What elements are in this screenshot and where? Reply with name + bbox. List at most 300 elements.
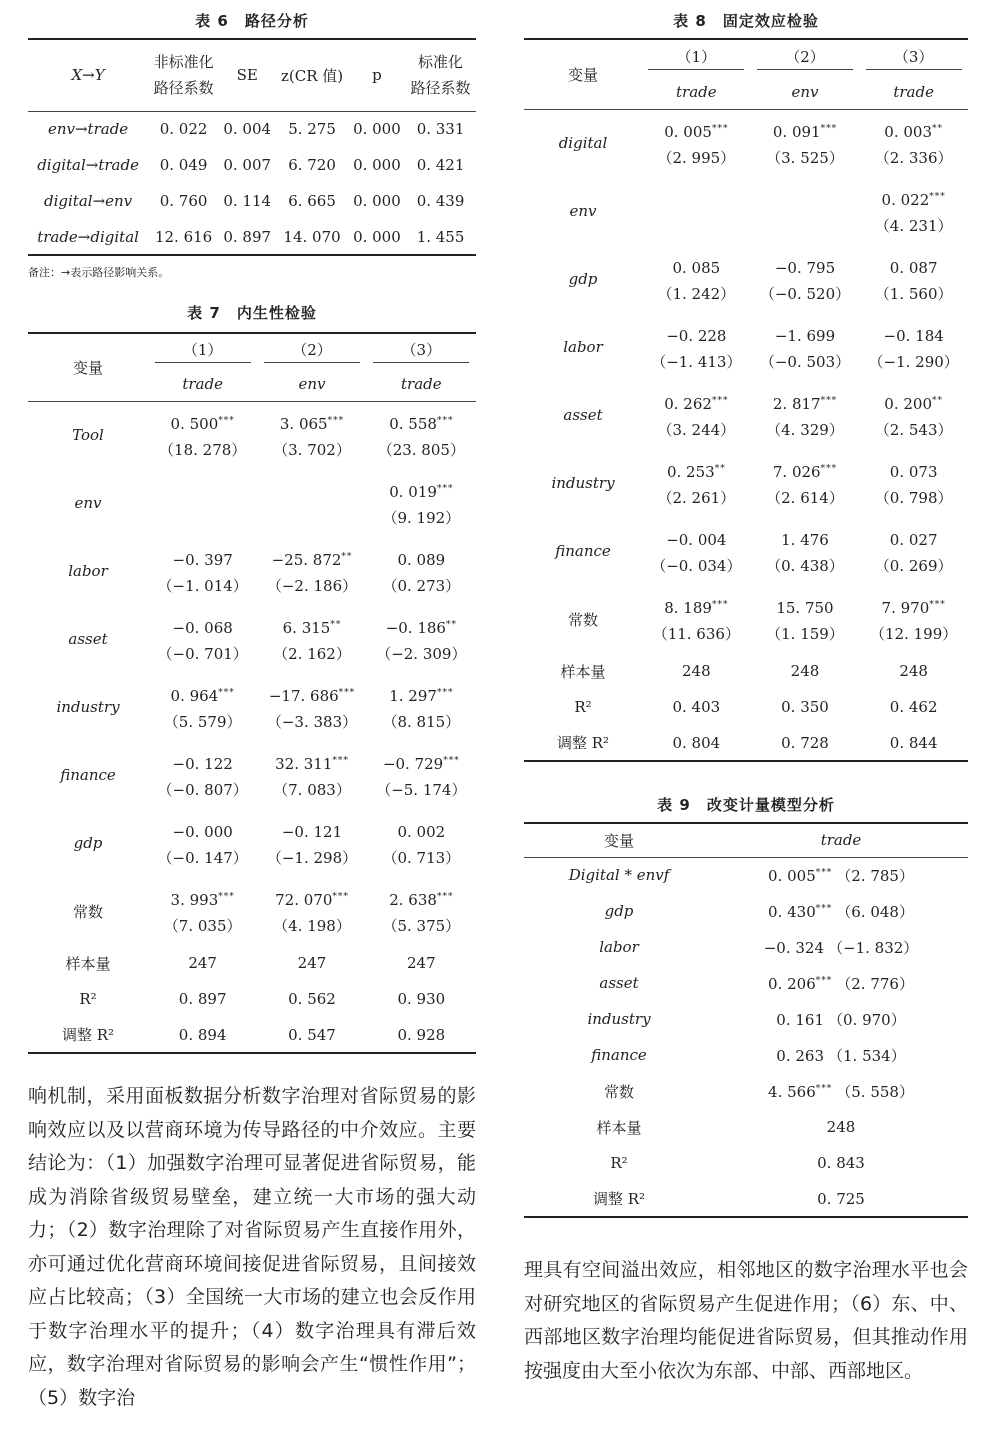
table8-cell xyxy=(751,381,860,449)
table9-stat: 0. 725 xyxy=(817,1189,865,1208)
table8-coef: 0. 262*** xyxy=(664,394,729,413)
table7-tstat: （−5. 174） xyxy=(376,780,467,799)
table7-cell xyxy=(367,537,476,605)
table8-tstat: （−1. 290） xyxy=(868,352,959,371)
table7-significance: *** xyxy=(443,755,460,766)
table7-coef: 6. 315** xyxy=(282,618,342,637)
table7-coef: 1. 297*** xyxy=(389,686,454,705)
table7-coef: 0. 500*** xyxy=(170,414,235,433)
table8-cell xyxy=(751,177,860,245)
table8-cell xyxy=(642,313,751,381)
table7-cell xyxy=(367,741,476,809)
table7-significance: *** xyxy=(436,687,454,698)
table8-significance: *** xyxy=(711,123,729,134)
table6-cell: 0. 000 xyxy=(353,120,401,139)
table9-row xyxy=(524,1073,968,1109)
table7-significance: *** xyxy=(327,415,345,426)
table6-cell: 5. 275 xyxy=(288,120,336,139)
table8-col-dep: trade xyxy=(893,82,934,101)
table9-cell: 0. 206*** （2. 776） xyxy=(768,974,914,993)
table7-tstat: （7. 035） xyxy=(163,916,242,935)
table9-cell: 0. 430*** （6. 048） xyxy=(768,902,914,921)
table8-cell xyxy=(751,313,860,381)
table9 xyxy=(524,822,968,1218)
table6-cell: 12. 616 xyxy=(154,227,213,246)
table8-stat: 0. 728 xyxy=(781,733,829,752)
table9-stat: 样本量 xyxy=(596,1118,642,1137)
table7-cell xyxy=(257,605,366,673)
table6-path: env→trade xyxy=(47,120,129,139)
table9-stat: 0. 843 xyxy=(817,1154,865,1172)
table8-stat: R² xyxy=(574,698,592,716)
table9-cell: 0. 161 （0. 970） xyxy=(776,1010,906,1029)
table8-significance: ** xyxy=(714,463,726,474)
table7-coef: −17. 686*** xyxy=(268,686,356,705)
table7-coef: −0. 186** xyxy=(385,618,457,637)
table9-row xyxy=(524,929,968,965)
table7-cell xyxy=(257,401,366,469)
table7-cell xyxy=(148,537,257,605)
table9-significance: *** xyxy=(815,1083,833,1094)
table7-significance: *** xyxy=(338,687,356,698)
table8-cell xyxy=(859,449,968,517)
table7 xyxy=(28,332,476,1054)
table9-significance: *** xyxy=(815,903,833,914)
table8-coef: 1. 476 xyxy=(781,530,829,549)
table6-row xyxy=(28,147,476,183)
table7-cell xyxy=(367,401,476,469)
table7-significance: *** xyxy=(332,891,349,902)
table7-cell xyxy=(257,741,366,809)
table7-cell xyxy=(257,673,366,741)
table7-tstat: （23. 805） xyxy=(377,440,465,459)
table7-coef: 2. 638*** xyxy=(389,890,454,909)
table8-cell xyxy=(859,245,968,313)
table8-coef: 7. 970*** xyxy=(881,598,946,617)
table6-path: trade→digital xyxy=(37,227,139,246)
table7-tstat: （−0. 147） xyxy=(157,848,248,867)
table7-var: 常数 xyxy=(72,902,103,921)
table7-coef: 0. 089 xyxy=(397,550,446,569)
table6-cell: 0. 000 xyxy=(353,156,401,174)
table9-row xyxy=(524,893,968,929)
table7-stat: 0. 547 xyxy=(288,1025,336,1044)
table8-tstat: （4. 329） xyxy=(766,420,844,439)
table7-tstat: （−1. 014） xyxy=(157,576,248,595)
table9-var: industry xyxy=(587,1010,651,1028)
table6-cell: 0. 439 xyxy=(416,192,465,210)
table8-tstat: （0. 438） xyxy=(766,556,844,575)
table8-coef: 7. 026*** xyxy=(772,462,838,481)
table8-coef: 0. 085 xyxy=(672,258,721,277)
table8-stat: 调整 R² xyxy=(556,734,610,752)
table8-var-header: 变量 xyxy=(524,39,642,109)
table8-var: digital xyxy=(558,134,608,153)
table7-var-header: 变量 xyxy=(28,333,148,401)
table7-stat: 247 xyxy=(297,954,327,972)
table7-tstat: （5. 375） xyxy=(382,916,461,935)
table6-note: 备注：→表示路径影响关系。 xyxy=(28,266,170,279)
table8-coef: −0. 004 xyxy=(666,530,727,549)
table6-cell: 14. 070 xyxy=(283,227,341,246)
table8-cell xyxy=(859,381,968,449)
table7-col-dep: env xyxy=(298,374,326,393)
table6-title: 表 6 路径分析 xyxy=(195,12,309,30)
table9-row xyxy=(524,1001,968,1037)
table9-tstat: （2. 776） xyxy=(836,974,914,993)
table9-header: trade xyxy=(820,831,862,850)
table8-cell xyxy=(642,381,751,449)
table7-cell xyxy=(148,673,257,741)
table8-tstat: （2. 995） xyxy=(657,148,736,167)
table8-tstat: （3. 244） xyxy=(657,420,736,439)
table7-col-num: （1） xyxy=(148,333,257,367)
table6-header: 标准化 路径系数 xyxy=(410,53,471,98)
table8-significance: *** xyxy=(711,599,729,610)
table7-cell xyxy=(367,605,476,673)
table8-cell xyxy=(751,449,860,517)
table7-coef: 72. 070*** xyxy=(275,890,349,909)
table6-cell: 0. 331 xyxy=(416,120,465,139)
table7-row xyxy=(28,877,476,945)
table9-title: 表 9 改变计量模型分析 xyxy=(657,796,835,814)
table8-col-num: （2） xyxy=(751,39,860,75)
table6-header: p xyxy=(372,66,382,85)
table9-var: finance xyxy=(591,1046,647,1064)
table8-cell xyxy=(642,109,751,177)
table6-row xyxy=(28,111,476,147)
table7-cell xyxy=(148,877,257,945)
table7-significance: *** xyxy=(436,891,454,902)
table8-row xyxy=(524,585,968,653)
table6-header: X→Y xyxy=(71,66,105,85)
table7-cell xyxy=(148,741,257,809)
table8-stat: 样本量 xyxy=(560,662,606,681)
left-paragraph: 响机制，采用面板数据分析数字治理对省际贸易的影响效应以及以营商环境为传导路径的中介效应。主要结论为：（1）加强数字治理可显著促进省际贸易，能成为消除省级贸易壁垒，建立统一大市场的强大动力；（2）数字治理除了对省际贸易产生直接作用外，亦可通过优化营商环境间接促进省际贸易，且间接效应占比较高；（3）全国统一大市场的建立也会反作用于数字治理水平的提升；（4）数字治理具有滞后效应，数字治理对省际贸易的影响会产生“惯性作用”；（5）数字治 xyxy=(28,1085,476,1409)
table9-stat-row xyxy=(524,1145,968,1181)
table8-var: gdp xyxy=(568,270,598,288)
table7-tstat: （0. 713） xyxy=(382,848,461,867)
table7-row xyxy=(28,469,476,537)
table8-tstat: （−0. 520） xyxy=(759,284,851,303)
table7-tstat: （−1. 298） xyxy=(266,848,358,867)
table6-cell: 0. 000 xyxy=(353,227,401,246)
table7-var: asset xyxy=(68,630,108,648)
table7-stat-row xyxy=(28,945,476,981)
table9-stat-row xyxy=(524,1109,968,1145)
table8-cell xyxy=(751,109,860,177)
table8-coef: −0. 184 xyxy=(883,326,944,345)
table7-tstat: （−2. 186） xyxy=(266,576,358,595)
table8-significance: *** xyxy=(929,191,946,202)
table8-tstat: （11. 636） xyxy=(652,624,740,643)
table8-cell xyxy=(642,245,751,313)
table7-coef: −0. 068 xyxy=(172,618,233,637)
table9-tstat: （0. 970） xyxy=(828,1010,906,1029)
table7-tstat: （5. 579） xyxy=(163,712,242,731)
table8-coef: 0. 091*** xyxy=(772,122,838,141)
table8-tstat: （3. 525） xyxy=(766,148,844,167)
table7-row xyxy=(28,537,476,605)
table8-tstat: （−1. 413） xyxy=(651,352,742,371)
table7-tstat: （−0. 701） xyxy=(157,644,248,663)
table8-cell xyxy=(642,177,751,245)
table8-stat: 0. 403 xyxy=(672,698,721,716)
table7-tstat: （0. 273） xyxy=(382,576,461,595)
table8-coef: −0. 795 xyxy=(774,258,836,277)
table8-row xyxy=(524,313,968,381)
table7-tstat: （18. 278） xyxy=(159,440,247,459)
table7-stat-row xyxy=(28,1017,476,1053)
table7-cell xyxy=(257,537,366,605)
table7-coef: 0. 558*** xyxy=(389,414,454,433)
table7-tstat: （−2. 309） xyxy=(376,644,467,663)
table8-row xyxy=(524,517,968,585)
table8-row xyxy=(524,381,968,449)
table7-significance: ** xyxy=(341,551,353,562)
table7-var: finance xyxy=(60,766,116,784)
table9-stat: 调整 R² xyxy=(592,1190,646,1208)
table8-tstat: （2. 261） xyxy=(657,488,736,507)
table9-tstat: （6. 048） xyxy=(836,902,914,921)
table7-coef: 0. 002 xyxy=(397,822,446,841)
table8-var: asset xyxy=(563,406,603,424)
table8-var: industry xyxy=(551,474,615,492)
table9-cell: 0. 263 （1. 534） xyxy=(776,1046,906,1065)
table7-coef: −0. 000 xyxy=(172,822,233,841)
table7-significance: *** xyxy=(218,891,235,902)
table8-col-num: （1） xyxy=(642,39,751,75)
table7-title: 表 7 内生性检验 xyxy=(187,304,317,322)
table9-tstat: （2. 785） xyxy=(836,866,914,885)
table6-cell: 0. 421 xyxy=(416,156,465,174)
table7-row xyxy=(28,673,476,741)
table8-cell xyxy=(751,517,860,585)
table8-cell xyxy=(751,585,860,653)
right-column xyxy=(524,0,968,1388)
right-paragraph: 理具有空间溢出效应，相邻地区的数字治理水平也会对研究地区的省际贸易产生促进作用；（6）东、中、西部地区数字治理均能促进省际贸易，但其推动作用按强度由大至小依次为东部、中部、西部地区。 xyxy=(524,1259,968,1382)
table7-col-dep: trade xyxy=(182,374,223,393)
table6-cell: 0. 000 xyxy=(353,192,401,210)
table7-stat-row xyxy=(28,981,476,1017)
table6-row xyxy=(28,183,476,219)
table8-stat-row xyxy=(524,725,968,761)
table8-col-dep: env xyxy=(791,82,819,101)
table8-stat: 0. 844 xyxy=(889,733,938,752)
table8-coef: 0. 073 xyxy=(889,462,938,481)
table7-coef: −0. 122 xyxy=(172,754,233,773)
table9-row xyxy=(524,965,968,1001)
table8-col-dep: trade xyxy=(676,82,717,101)
table6-cell: 0. 022 xyxy=(159,120,208,139)
table9-row xyxy=(524,857,968,893)
table8-row xyxy=(524,449,968,517)
table9-cell: 4. 566*** （5. 558） xyxy=(768,1082,914,1101)
table9-significance: *** xyxy=(815,867,833,878)
table9-stat: R² xyxy=(610,1154,628,1172)
table7-row xyxy=(28,809,476,877)
table7-stat: 0. 894 xyxy=(178,1025,227,1044)
table6-cell: 0. 897 xyxy=(223,227,272,246)
table7-cell xyxy=(367,877,476,945)
table7-coef: −0. 729*** xyxy=(382,754,460,773)
table8-tstat: （2. 336） xyxy=(874,148,953,167)
table7-tstat: （3. 702） xyxy=(273,440,351,459)
table8-cell xyxy=(859,109,968,177)
table8-coef: 0. 005*** xyxy=(664,122,729,141)
table8-cell xyxy=(642,585,751,653)
table7-cell xyxy=(257,469,366,537)
table7-significance: ** xyxy=(330,619,342,630)
table7-coef: −0. 121 xyxy=(281,822,343,841)
table8-var: labor xyxy=(563,338,603,356)
table6-path: digital→trade xyxy=(37,156,139,174)
table8-tstat: （−0. 034） xyxy=(651,556,742,575)
table7-tstat: （8. 815） xyxy=(382,712,461,731)
table7-var: industry xyxy=(56,698,120,716)
table6-cell: 0. 004 xyxy=(223,120,272,139)
table7-cell xyxy=(367,673,476,741)
table7-significance: *** xyxy=(436,483,454,494)
table7-coef: −25. 872** xyxy=(271,550,353,569)
table7-stat: 0. 897 xyxy=(178,990,227,1008)
table8-tstat: （1. 242） xyxy=(657,284,736,303)
table8-var: env xyxy=(569,202,597,220)
table7-cell xyxy=(367,469,476,537)
table9-stat-row xyxy=(524,1181,968,1217)
table6-cell: 0. 114 xyxy=(223,192,272,210)
table7-tstat: （7. 083） xyxy=(273,780,351,799)
table6-cell: 0. 760 xyxy=(159,192,208,210)
table7-var: labor xyxy=(68,562,108,580)
table8-coef: 0. 200** xyxy=(884,394,944,413)
table7-significance: *** xyxy=(218,687,235,698)
table8-significance: *** xyxy=(820,463,838,474)
table6 xyxy=(28,38,476,256)
table8-row xyxy=(524,245,968,313)
left-column xyxy=(28,0,476,1415)
table8-tstat: （0. 269） xyxy=(874,556,953,575)
table7-col-num: （2） xyxy=(257,333,366,367)
table6-cell: 6. 720 xyxy=(288,156,336,174)
table8-row xyxy=(524,177,968,245)
table8-tstat: （0. 798） xyxy=(874,488,953,507)
table9-stat: 248 xyxy=(826,1118,856,1136)
table7-cell xyxy=(257,877,366,945)
table7-coef: 0. 964*** xyxy=(170,686,235,705)
table9-header: 变量 xyxy=(603,831,634,850)
table8-cell xyxy=(859,313,968,381)
table8-stat-row xyxy=(524,689,968,725)
table8-title: 表 8 固定效应检验 xyxy=(673,12,819,30)
table7-cell xyxy=(367,809,476,877)
table8-stat: 248 xyxy=(899,662,928,680)
table8-coef: 0. 022*** xyxy=(881,190,946,209)
table8-coef: 2. 817*** xyxy=(772,394,838,413)
table6-row xyxy=(28,219,476,255)
table8-var: finance xyxy=(555,542,611,560)
table7-tstat: （9. 192） xyxy=(382,508,461,527)
table7-stat: 247 xyxy=(407,954,436,972)
table8 xyxy=(524,38,968,762)
table6-path: digital→env xyxy=(44,192,133,210)
table8-coef: 0. 003** xyxy=(884,122,944,141)
table9-var: Digital * envf xyxy=(568,866,670,885)
table7-col-num: （3） xyxy=(367,333,476,367)
table7-tstat: （−3. 383） xyxy=(266,712,358,731)
table8-significance: *** xyxy=(711,395,729,406)
table9-tstat: （5. 558） xyxy=(836,1082,914,1101)
table8-cell xyxy=(859,177,968,245)
table8-stat: 248 xyxy=(790,662,820,680)
table8-coef: −1. 699 xyxy=(774,326,836,345)
table8-cell xyxy=(642,449,751,517)
table7-row xyxy=(28,605,476,673)
table8-coef: 0. 253** xyxy=(666,462,726,481)
table8-cell xyxy=(859,517,968,585)
table9-var: gdp xyxy=(604,902,634,920)
table7-col-dep: trade xyxy=(401,374,442,393)
table6-cell: 1. 455 xyxy=(416,227,465,246)
table8-var: 常数 xyxy=(567,610,598,629)
table8-row xyxy=(524,109,968,177)
table7-stat: 0. 928 xyxy=(397,1025,446,1044)
table9-tstat: （1. 534） xyxy=(828,1046,906,1065)
table8-cell xyxy=(642,517,751,585)
table6-cell: 0. 007 xyxy=(223,156,272,174)
table7-var: Tool xyxy=(72,426,104,445)
table8-tstat: （1. 560） xyxy=(874,284,953,303)
table7-tstat: （2. 162） xyxy=(273,644,351,663)
table6-cell: 0. 049 xyxy=(159,156,208,174)
table8-tstat: （12. 199） xyxy=(870,624,958,643)
table7-cell xyxy=(148,605,257,673)
table7-cell xyxy=(148,809,257,877)
table7-row xyxy=(28,741,476,809)
table6-cell: 6. 665 xyxy=(288,192,336,210)
table8-cell xyxy=(859,585,968,653)
table7-stat: 调整 R² xyxy=(61,1026,115,1044)
table8-tstat: （1. 159） xyxy=(766,624,844,643)
table8-col-num: （3） xyxy=(859,39,968,75)
table8-significance: ** xyxy=(932,123,944,134)
table8-tstat: （−0. 503） xyxy=(759,352,851,371)
table7-cell xyxy=(257,809,366,877)
table8-significance: *** xyxy=(820,395,838,406)
table7-significance: *** xyxy=(218,415,235,426)
table7-significance: *** xyxy=(436,415,454,426)
table8-tstat: （2. 614） xyxy=(766,488,844,507)
table7-tstat: （−0. 807） xyxy=(157,780,248,799)
table9-var: asset xyxy=(599,974,639,992)
table7-tstat: （4. 198） xyxy=(273,916,351,935)
table8-significance: *** xyxy=(929,599,946,610)
table8-coef: −0. 228 xyxy=(666,326,727,345)
table8-stat: 0. 462 xyxy=(889,698,938,716)
table7-cell xyxy=(148,401,257,469)
table7-coef: 32. 311*** xyxy=(275,754,349,773)
table7-coef: 0. 019*** xyxy=(389,482,454,501)
table8-coef: 0. 027 xyxy=(889,530,938,549)
table7-stat: 247 xyxy=(188,954,217,972)
table8-coef: 0. 087 xyxy=(889,258,938,277)
table8-stat-row xyxy=(524,653,968,689)
table7-coef: 3. 065*** xyxy=(279,414,345,433)
table9-var: 常数 xyxy=(603,1082,634,1101)
table8-stat: 0. 350 xyxy=(781,698,829,716)
table9-significance: *** xyxy=(815,975,833,986)
table9-cell: −0. 324 （−1. 832） xyxy=(763,938,919,957)
